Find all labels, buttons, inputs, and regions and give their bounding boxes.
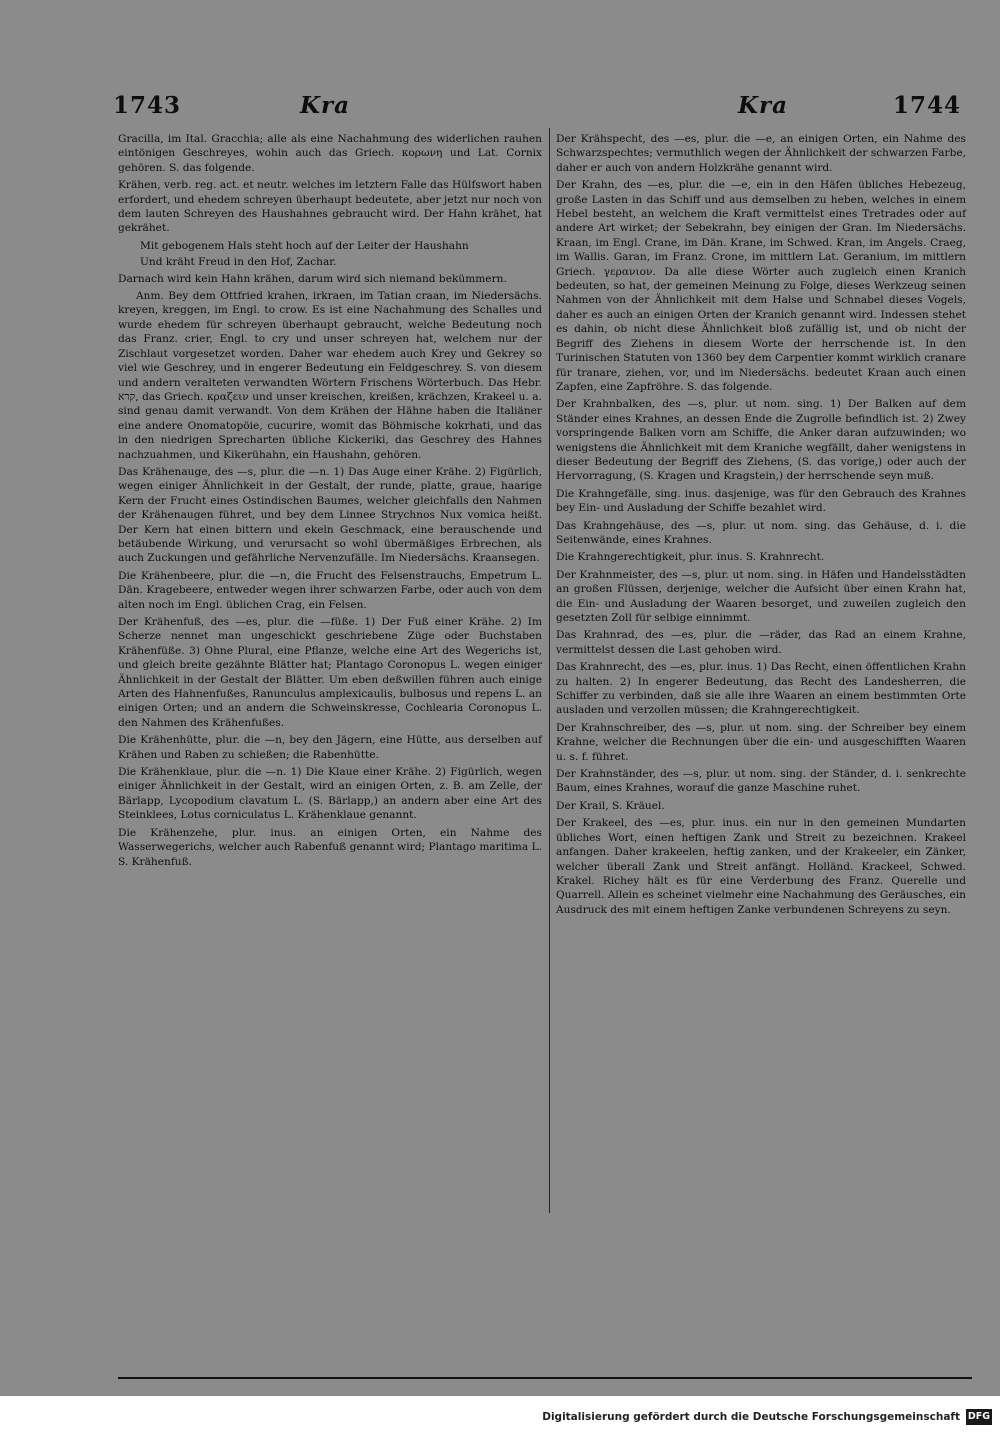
- entry-paragraph: Die Krahngefälle, sing. inus. dasjenige, was für den Gebrauch des Krahnes bey Ein- und Ausladung der Schiffe bezahlet wird.: [556, 487, 966, 515]
- quote-line: Mit gebogenem Hals steht hoch auf der Leiter der Haushahn: [140, 239, 469, 252]
- header-keyword-left: Kra: [300, 92, 351, 119]
- funding-notice: Digitalisierung gefördert durch die Deutsche Forschungsgemeinschaft: [542, 1411, 960, 1423]
- entry-paragraph: Der Krakeel, des —es, plur. inus. ein nur in den gemeinen Mundarten übliches Wort, einen heftigen Zank und Streit zu bezeichnen. Krakeel anfangen. Daher krakeelen, heftig zanken, und der Krakeeler, ein Zänker, welcher überall Zank und Streit anfängt. Holländ. Krackeel, Schwed. Krakel. Richey hält es für eine Verderbung des Franz. Querelle und Quarrell. Allein es scheinet vielmehr eine Nachahmung des Geräusches, ein Ausdruck des mit einem heftigen Zanke verbundenen Schreyens zu seyn.: [556, 817, 966, 916]
- header-keyword-right: Kra: [738, 92, 789, 119]
- right-column: [556, 132, 966, 920]
- entry-paragraph: Das Krähenauge, des —s, plur. die —n. 1) Das Auge einer Krähe. 2) Figürlich, wegen einiger Ähnlichkeit in der Gestalt, der runde, platte, graue, haarige Kern der Frucht eines Ostindischen Baumes, welcher gleichfalls den Nahmen der Krähenaugen führet, und bey dem Linnee Strychnos Nux vomica heißt. Der Kern hat einen bittern und ekeln Geschmack, eine berauschende und betäubende Wirkung, und verursacht so wohl übermäßiges Erbrechen, als auch Zuckungen und gefährliche Nervenzufälle. Im Niedersächs. Kraansegen.: [118, 465, 542, 565]
- entry-paragraph: Der Krail, S. Kräuel.: [556, 799, 665, 812]
- entry-paragraph: Das Krahnrecht, des —es, plur. inus. 1) Das Recht, einen öffentlichen Krahn zu halten. 2) In engerer Bedeutung, das Recht des Landesherren, die Schiffer zu verbinden, daß sie alle ihre Waaren an einem bestimmten Orte ausladen und verzollen müssen; die Krahngerechtigkeit.: [556, 661, 966, 717]
- entry-paragraph: Die Krähenklaue, plur. die —n. 1) Die Klaue einer Krähe. 2) Figürlich, wegen einiger Ähnlichkeit in der Gestalt, wird an einigen Orten, z. B. am Zelle, der Bärlapp, Lycopodium clavatum L. (S. Bärlapp,) an andern aber eine Art des Steinklees, Lotus corniculatus L. Krähenklaue genannt.: [118, 766, 542, 822]
- page-number-right: 1744: [893, 92, 962, 119]
- page-number-left: 1743: [113, 92, 182, 119]
- dfg-logo: DFG: [966, 1409, 992, 1425]
- entry-paragraph: Die Krähenbeere, plur. die —n, die Frucht des Felsenstrauchs, Empetrum L. Dän. Kragebeere, entweder wegen ihrer schwarzen Farbe, oder auch von dem alten noch im Engl. üblichen Crag, ein Felsen.: [118, 569, 542, 611]
- entry-paragraph: Die Krähenzehe, plur. inus. an einigen Orten, ein Nahme des Wasserwegerichs, welcher auch Rabenfuß genannt wird; Plantago maritima L. S. Krähenfuß.: [118, 826, 542, 868]
- entry-paragraph: Der Krahnständer, des —s, plur. ut nom. sing. der Ständer, d. i. senkrechte Baum, eines Krahnes, worauf die ganze Maschine ruhet.: [556, 768, 966, 795]
- entry-paragraph: Das Krahnrad, des —es, plur. die —räder, das Rad an einem Krahne, vermittelst dessen die Last gehoben wird.: [556, 629, 966, 656]
- footer-bar: [0, 1396, 1000, 1432]
- entry-paragraph: Der Krähenfuß, des —es, plur. die —füße. 1) Der Fuß einer Krähe. 2) Im Scherze nennet man ungeschickt geschriebene Züge oder Buchstaben Krähenfüße. 3) Ohne Plural, eine Pflanze, welche eine Art des Wegerichs ist, und gleich breite gezähnte Blätter hat; Plantago Coronopus L. wegen einiger Ähnlichkeit in der Gestalt der Blätter. Um eben deßwillen führen auch einige Arten des Hahnenfußes, Ranunculus amplexicaulis, bulbosus und repens L. an einigen Orten; und an andern die Schweinskresse, Cochlearia Coronopus L. den Nahmen des Krähenfußes.: [118, 616, 542, 729]
- entry-paragraph: Krähen, verb. reg. act. et neutr. welches im letztern Falle das Hülfswort haben erfordert, und ehedem schreyen überhaupt bedeutete, aber jetzt nur noch von dem lauten Schreyen des Haushahnes gebraucht wird. Der Hahn krähet, hat gekrähet.: [118, 179, 542, 235]
- left-column: [118, 132, 542, 872]
- entry-paragraph: Die Krähenhütte, plur. die —n, bey den Jägern, eine Hütte, aus derselben auf Krähen und Raben zu schießen; die Rabenhütte.: [118, 734, 542, 761]
- entry-paragraph: Das Krahngehäuse, des —s, plur. ut nom. sing. das Gehäuse, d. i. die Seitenwände, eines Krahnes.: [556, 519, 966, 546]
- entry-paragraph: Der Krahn, des —es, plur. die —e, ein in den Häfen übliches Hebezeug, große Lasten in das Schiff und aus demselben zu heben, welches in einem Hebel besteht, an welchem die Kraft vermittelst eines Tretrades oder auf andere Art wirket; der Sebekrahn, bey einigen der Gran. Im Niedersächs. Kraan, im Engl. Crane, im Dän. Krane, im Schwed. Kran, im Angels. Craeg, im Wallis. Garan, im Franz. Crone, im mittlern Lat. Geranium, im mittlern Griech. γερανιον. Da alle diese Wörter auch zugleich einen Kranich bedeuten, so hat, der gemeinen Meinung zu Folge, dieses Werkzeug seinen Nahmen von der Ähnlichkeit mit dem Halse und Schnabel dieses Vogels, daher es auch an einigen Orten der Kranich genannt wird. Indessen stehet es dahin, ob nicht diese Ähnlichkeit bloß zufällig ist, und ob nicht der Begriff des Ziehens in diesem Worte der herrschende ist. In den Turinischen Statuten von 1360 bey dem Carpentier kommt wirklich cranare für tranare, ziehen, vor, und im Niedersächs. bedeutet Kraan auch einen Zapfen, eine Zapfröhre. S. das folgende.: [556, 179, 966, 393]
- quote-line: Und kräht Freud in den Hof, Zachar.: [140, 256, 337, 269]
- entry-paragraph: Der Krahnmeister, des —s, plur. ut nom. sing. in Häfen und Handelsstädten an großen Flüssen, derjenige, welcher die Aufsicht über einen Krahn hat, die Ein- und Ausladung der Waaren besorget, und zuweilen zugleich den gesetzten Zoll für selbige einnimmt.: [556, 568, 966, 624]
- entry-paragraph: Der Krahnschreiber, des —s, plur. ut nom. sing. der Schreiber bey einem Krahne, welcher die Rechnungen über die ein- und ausgeschifften Waaren u. s. f. führet.: [556, 721, 966, 763]
- entry-paragraph: Die Krahngerechtigkeit, plur. inus. S. Krahnrecht.: [556, 551, 825, 564]
- entry-paragraph: Der Krahnbalken, des —s, plur. ut nom. sing. 1) Der Balken auf dem Ständer eines Krahnes, an dessen Ende die Zugrolle befindlich ist. 2) Zwey vorspringende Balken vorn am Schiffe, die Anker daran aufzuwinden; wo wenigstens die Ähnlichkeit mit dem Kraniche wegfällt, daher wenigstens in dieser Bedeutung der Begriff des Ziehens, (S. das vorige,) oder auch der Hervorragung, (S. Kragen und Kragstein,) der herrschende seyn muß.: [556, 398, 966, 483]
- column-divider: [549, 128, 550, 1213]
- entry-paragraph: Gracilla, im Ital. Gracchia; alle als eine Nachahmung des widerlichen rauhen eintönigen Geschreyes, wohin auch das Griech. κορωνη und Lat. Cornix gehören. S. das folgende.: [118, 133, 542, 174]
- bottom-rule: [118, 1377, 972, 1379]
- entry-paragraph: Darnach wird kein Hahn krähen, darum wird sich niemand bekümmern.: [118, 272, 507, 285]
- annotation-paragraph: Anm. Bey dem Ottfried krahen, irkraen, im Tatian craan, im Niedersächs. kreyen, kreggen, im Engl. to crow. Es ist eine Nachahmung des Schalles und wurde ehedem für schreyen überhaupt gebraucht, welche Bedeutung noch das Franz. crier, Engl. to cry und unser schreyen hat, welchem nur der Zischlaut vorgesetzet worden. Daher war ehedem auch Krey und Gekrey so viel wie Geschrey, und in engerer Bedeutung ein Feldgeschrey. S. von diesem und andern veralteten verwandten Wörtern Frischens Wörterbuch. Das Hebr. קרא, das Griech. κραζειν und unser kreischen, kreißen, krächzen, Krakeel u. a. sind genau damit verwandt. Von dem Krähen der Hähne haben die Italiäner eine andere Onomatopöie, cucurire, womit das Böhmische kokrhati, und das in den niedrigen Sprecharten übliche Kickeriki, das Geschrey des Hahnes nachzuahmen, und Kikerühahn, ein Haushahn, gehören.: [118, 290, 542, 461]
- entry-paragraph: Der Krähspecht, des —es, plur. die —e, an einigen Orten, ein Nahme des Schwarzspechtes; vermuthlich wegen der Ähnlichkeit der schwarzen Farbe, daher er auch von andern Holzkrähe genannt wird.: [556, 133, 966, 174]
